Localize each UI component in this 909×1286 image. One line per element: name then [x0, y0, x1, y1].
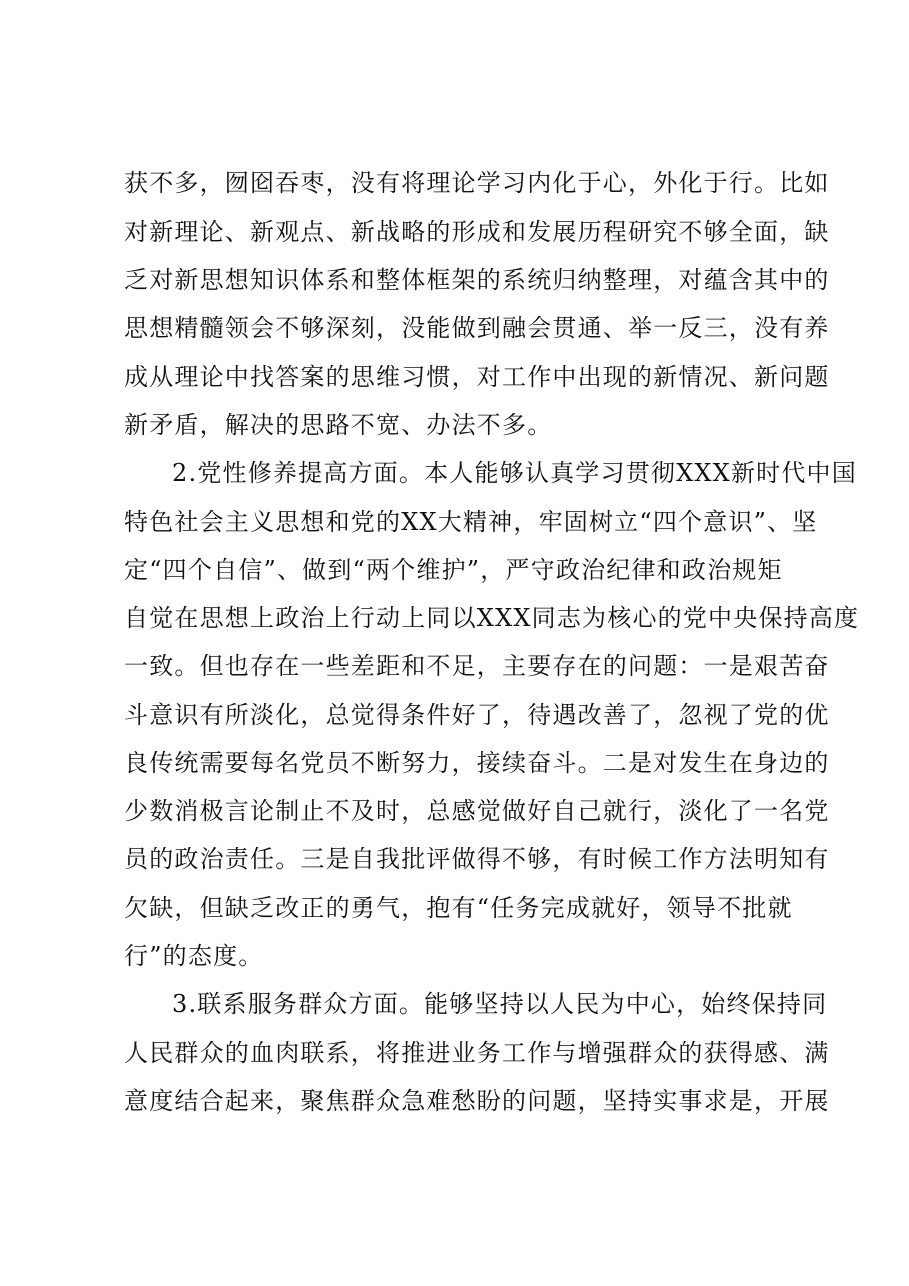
text-line: 特色社会主义思想和党的XX大精神，牢固树立“四个意识”、坚 [124, 508, 818, 536]
text-line: 新矛盾，解决的思路不宽、办法不多。 [124, 411, 553, 439]
text-line: 对新理论、新观点、新战略的形成和发展历程研究不够全面，缺 [124, 218, 830, 246]
text-line: 一致。但也存在一些差距和不足，主要存在的问题：一是艰苦奋 [124, 652, 830, 680]
paragraph-heading-line: 3.联系服务群众方面。能够坚持以人民为中心，始终保持同 [172, 990, 828, 1018]
text-line: 良传统需要每名党员不断努力，接续奋斗。二是对发生在身边的 [124, 749, 830, 777]
text-line: 人民群众的血肉联系，将推进业务工作与增强群众的获得感、满 [124, 1039, 830, 1067]
paragraph-heading-line: 2.党性修养提高方面。本人能够认真学习贯彻XXX新时代中国 [172, 459, 857, 487]
text-line: 乏对新思想知识体系和整体框架的系统归纳整理，对蕴含其中的 [124, 266, 830, 294]
text-line: 行”的态度。 [124, 942, 264, 970]
text-line: 员的政治责任。三是自我批评做得不够，有时候工作方法明知有 [124, 845, 830, 873]
text-line: 自觉在思想上政治上行动上同以XXX同志为核心的党中央保持高度 [124, 604, 860, 632]
text-line: 定“四个自信”、做到“两个维护”，严守政治纪律和政治规矩 [124, 556, 783, 584]
text-line: 欠缺，但缺乏改正的勇气，抱有“任务完成就好，领导不批就 [124, 894, 793, 922]
text-line: 斗意识有所淡化，总觉得条件好了，待遇改善了，忽视了党的优 [124, 701, 830, 729]
text-line: 思想精髓领会不够深刻，没能做到融会贯通、举一反三，没有养 [124, 314, 830, 342]
text-line: 成从理论中找答案的思维习惯，对工作中出现的新情况、新问题 [124, 363, 830, 391]
text-line: 意度结合起来，聚焦群众急难愁盼的问题，坚持实事求是，开展 [124, 1087, 830, 1115]
text-line: 少数消极言论制止不及时，总感觉做好自己就行，淡化了一名党 [124, 797, 830, 825]
text-line: 获不多，囫囵吞枣，没有将理论学习内化于心，外化于行。比如 [124, 169, 830, 197]
